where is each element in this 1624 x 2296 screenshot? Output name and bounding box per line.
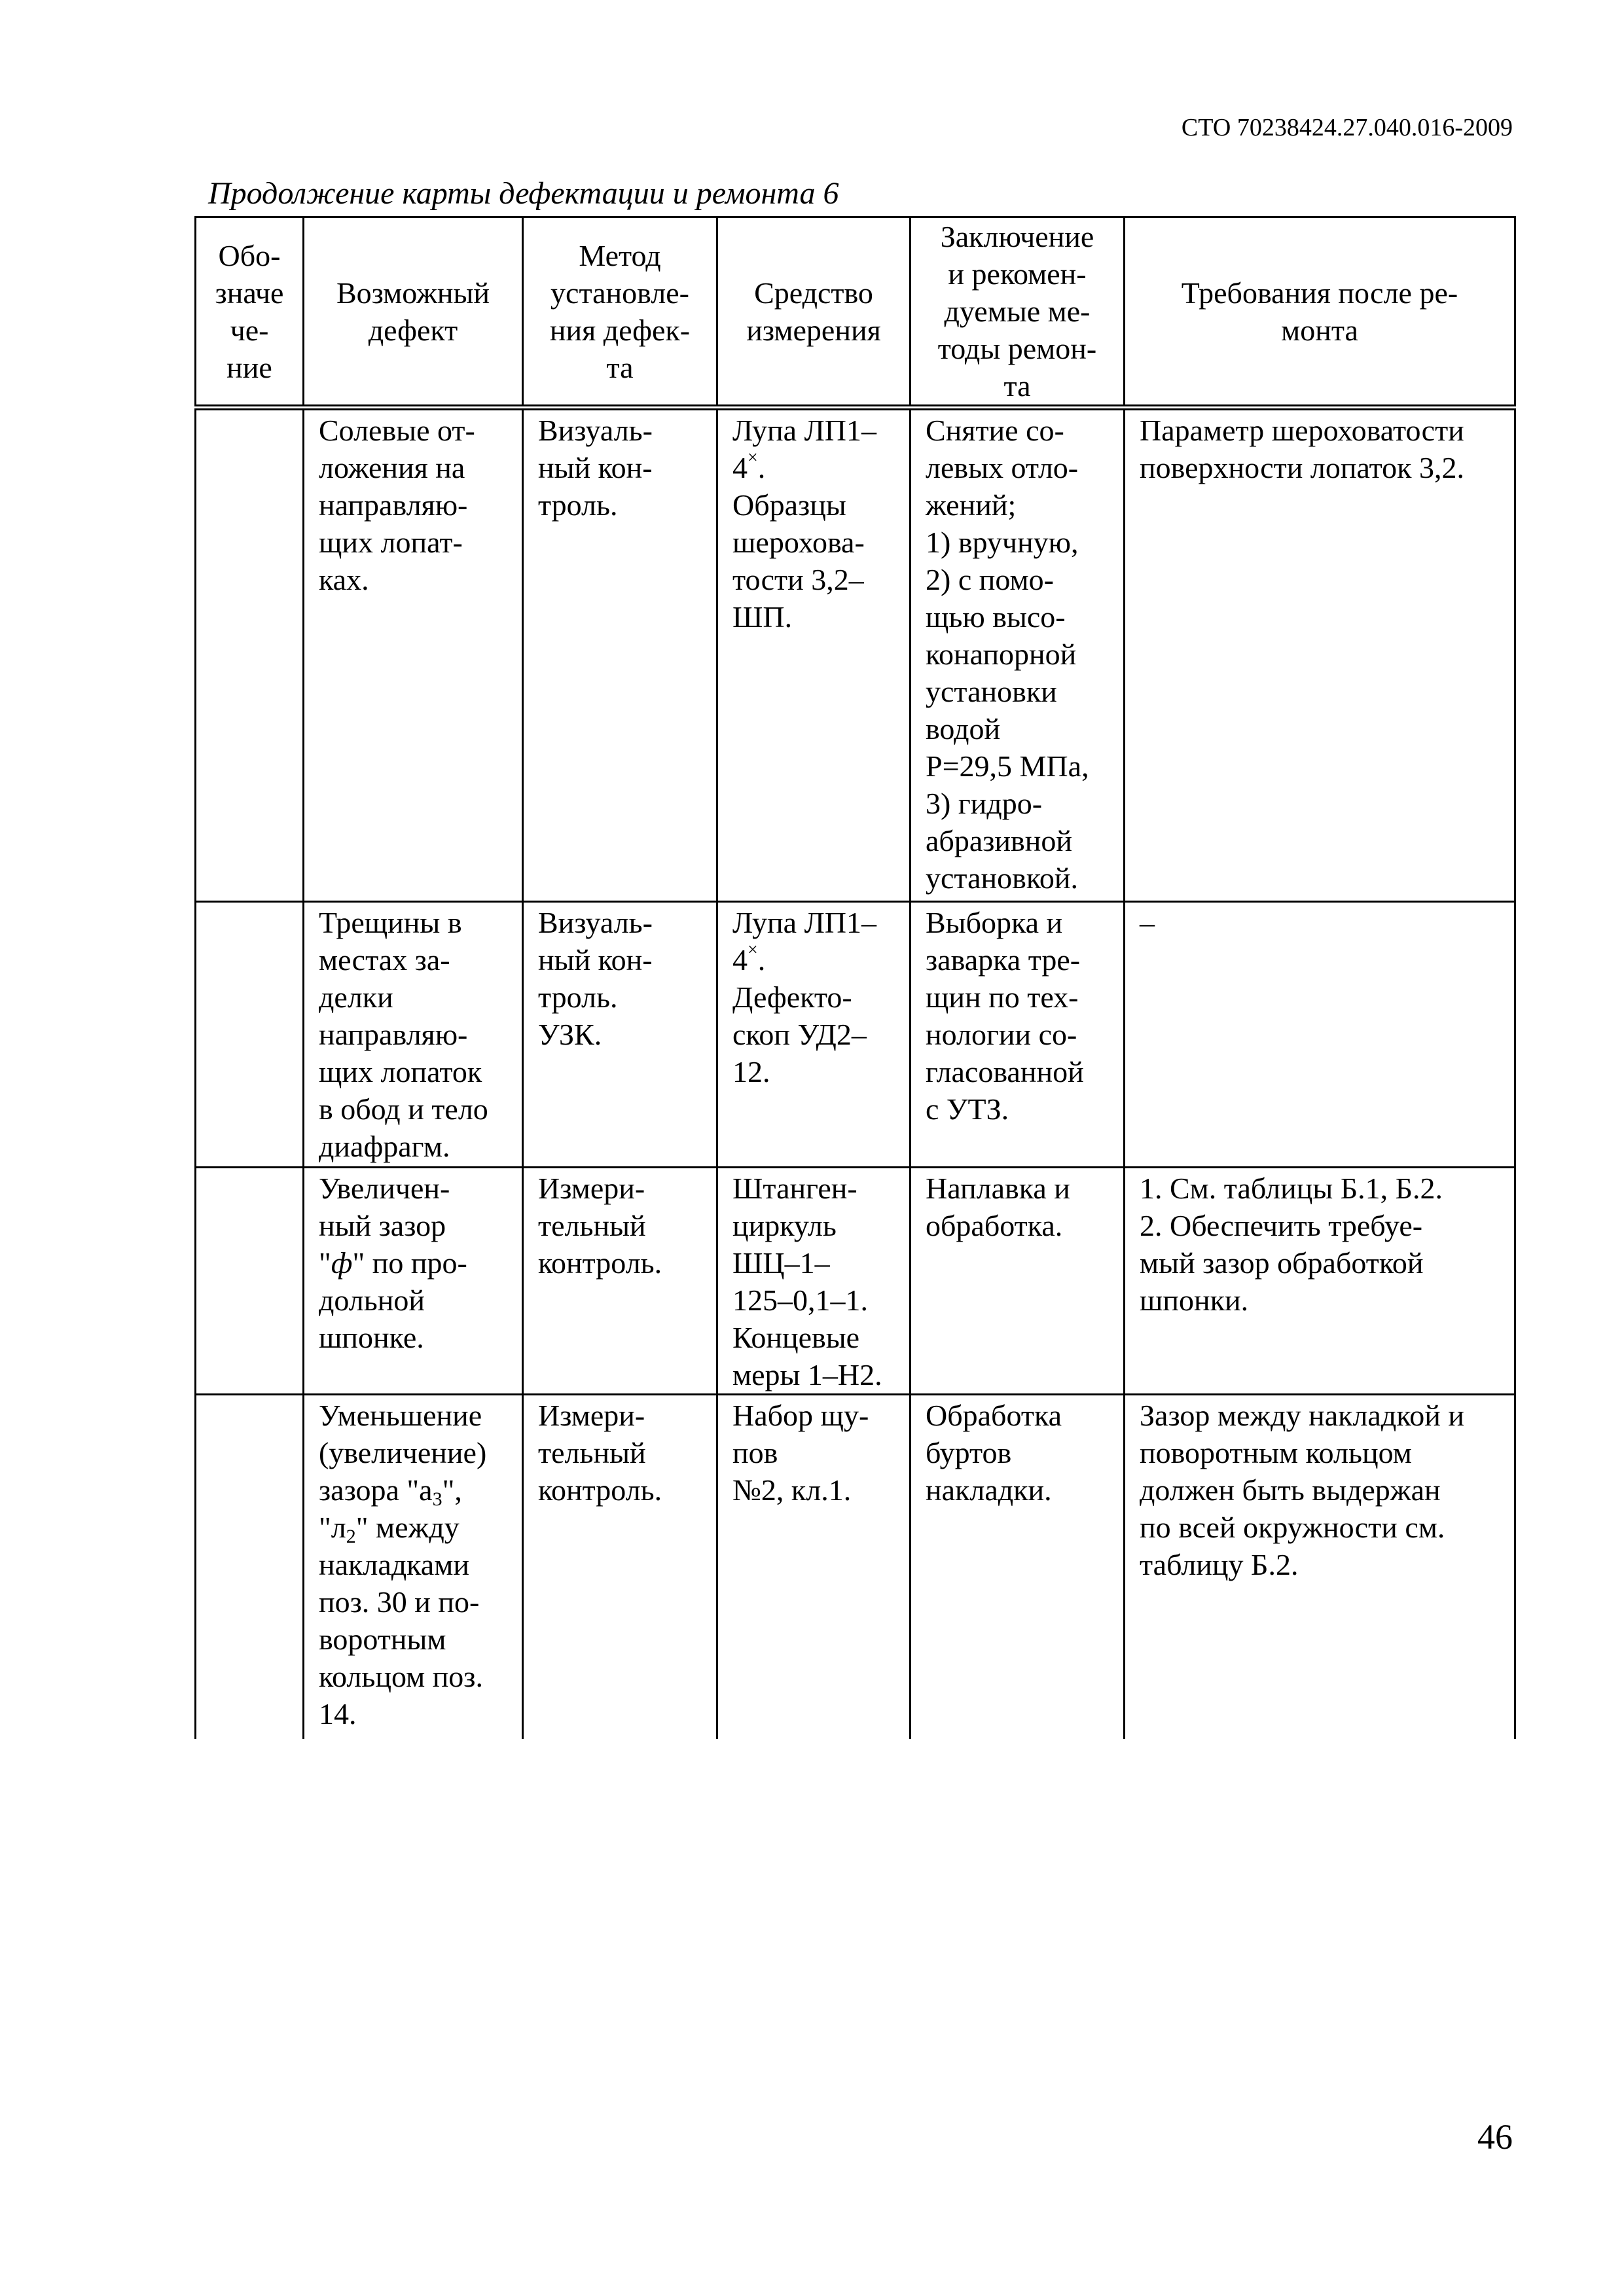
- cell-defect: Солевые от- ложения на направляю- щих лопат- ках.: [304, 408, 523, 902]
- subscript: 2: [346, 1526, 356, 1547]
- column-header-defect: Возможный дефект: [304, 217, 523, 408]
- defect-text: Увеличен- ный зазор ": [319, 1172, 450, 1280]
- column-header-repair: Заключение и рекомен- дуемые ме- тоды ремон- та: [911, 217, 1125, 408]
- column-header-designation: Обо- значе че- ние: [196, 217, 304, 408]
- table-caption: Продолжение карты дефектации и ремонта 6: [208, 176, 839, 211]
- defect-text-cont: " по про- дольной шпонке.: [319, 1246, 467, 1354]
- table-row: [196, 408, 1515, 902]
- page-number: 46: [1477, 2117, 1513, 2157]
- table-header-row: [196, 217, 1515, 408]
- cell-repair: Обработка буртов накладки.: [911, 1395, 1125, 1739]
- magnification-mark: ×: [748, 940, 758, 960]
- cell-method: Визуаль- ный кон- троль. УЗК.: [523, 902, 717, 1168]
- instrument-text: Лупа ЛП1– 4: [732, 414, 877, 484]
- defect-text-end: " между накладками поз. 30 и по- воротным кольцом поз. 14.: [319, 1511, 483, 1731]
- table-row: [196, 1395, 1515, 1739]
- cell-defect: [304, 1395, 523, 1739]
- cell-instrument: Штанген- циркуль ШЦ–1– 125–0,1–1. Концевые меры 1–Н2.: [717, 1168, 911, 1395]
- cell-defect: Трещины в местах за- делки направляю- щих лопаток в обод и тело диафрагм.: [304, 902, 523, 1168]
- magnification-mark: ×: [748, 448, 758, 468]
- cell-designation: [196, 408, 304, 902]
- cell-defect: [304, 1168, 523, 1395]
- cell-requirements: Зазор между накладкой и поворотным кольцом должен быть выдержан по всей окружности см. таблицу Б.2.: [1125, 1395, 1515, 1739]
- instrument-text-cont: . Дефекто- скоп УД2– 12.: [732, 943, 867, 1088]
- column-header-requirements: Требования после ре- монта: [1125, 217, 1515, 408]
- table-row: [196, 1168, 1515, 1395]
- cell-method: Измери- тельный контроль.: [523, 1395, 717, 1739]
- cell-instrument: Набор щу- пов №2, кл.1.: [717, 1395, 911, 1739]
- instrument-text: Лупа ЛП1– 4: [732, 906, 877, 977]
- column-header-instrument: Средство измерения: [717, 217, 911, 408]
- cell-designation: [196, 1395, 304, 1739]
- cell-repair: Наплавка и обработка.: [911, 1168, 1125, 1395]
- cell-method: Измери- тельный контроль.: [523, 1168, 717, 1395]
- gap-symbol: ф: [331, 1246, 353, 1280]
- document-code: СТО 70238424.27.040.016-2009: [1181, 114, 1513, 141]
- column-header-method: Метод установле- ния дефек- та: [523, 217, 717, 408]
- cell-designation: [196, 1168, 304, 1395]
- cell-requirements: –: [1125, 902, 1515, 1168]
- cell-designation: [196, 902, 304, 1168]
- cell-repair: Снятие со- левых отло- жений; 1) вручную, 2) с помо- щью высо- конапорной установки водой Р=29,5 МПа, 3) гидро- абразивной установкой.: [911, 408, 1125, 902]
- cell-requirements: Параметр шероховатости поверхности лопаток 3,2.: [1125, 408, 1515, 902]
- cell-requirements: 1. См. таблицы Б.1, Б.2. 2. Обеспечить требуе- мый зазор обработкой шпонки.: [1125, 1168, 1515, 1395]
- cell-instrument: [717, 408, 911, 902]
- cell-method: Визуаль- ный кон- троль.: [523, 408, 717, 902]
- defect-text-cont: ", "л: [319, 1473, 462, 1544]
- subscript: 3: [432, 1488, 442, 1510]
- defect-table: [194, 216, 1516, 1739]
- defect-text: Уменьшение (увеличение) зазора "а: [319, 1399, 487, 1507]
- instrument-text-cont: . Образцы шерохова- тости 3,2– ШП.: [732, 451, 865, 634]
- cell-repair: Выборка и заварка тре- щин по тех- нологии со- гласованной с УТЗ.: [911, 902, 1125, 1168]
- table-row: [196, 902, 1515, 1168]
- cell-instrument: [717, 902, 911, 1168]
